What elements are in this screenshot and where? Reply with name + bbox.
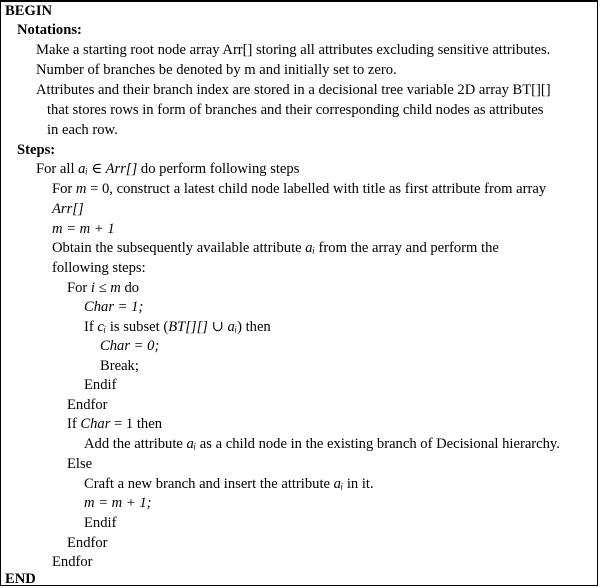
break-line: Break; bbox=[100, 358, 139, 374]
notation-line-2: Number of branches be denoted by m and initially set to zero. bbox=[36, 62, 397, 78]
arr-line: Arr[] bbox=[52, 201, 84, 217]
notation-line-3: Attributes and their branch index are stored in a decisional tree variable 2D array BT[][] bbox=[36, 82, 551, 98]
endfor-inner-line: Endfor bbox=[67, 397, 108, 413]
following-steps-line: following steps: bbox=[52, 260, 146, 276]
obtain-line: Obtain the subsequently available attribute aᵢ from the array and perform the bbox=[52, 240, 499, 256]
for-all-line: For all aᵢ ∈ Arr[] do perform following steps bbox=[36, 161, 300, 177]
else-line: Else bbox=[67, 456, 93, 472]
steps-heading: Steps: bbox=[17, 142, 56, 158]
for-i-line: For i ≤ m do bbox=[67, 280, 140, 296]
endif-outer-line: Endif bbox=[84, 515, 117, 531]
if-char-line: If Char = 1 then bbox=[67, 416, 162, 432]
notation-line-3-cont: that stores rows in form of branches and their corresponding child nodes as attributes bbox=[47, 102, 544, 118]
endfor-mid-line: Endfor bbox=[67, 535, 108, 551]
endif-inner-line: Endif bbox=[84, 377, 117, 393]
notation-line-3-end: in each row. bbox=[47, 122, 118, 138]
m-increment-line-2: m = m + 1; bbox=[84, 495, 152, 511]
top-rule bbox=[1, 1, 597, 2]
notation-line-1: Make a starting root node array Arr[] storing all attributes excluding sensitive attributes. bbox=[36, 42, 551, 58]
end-keyword: END bbox=[5, 571, 36, 586]
char-zero-line: Char = 0; bbox=[100, 338, 160, 354]
char-one-line: Char = 1; bbox=[84, 299, 144, 315]
for-m-line: For m = 0, construct a latest child node labelled with title as first attribute from array bbox=[52, 181, 547, 197]
begin-keyword: BEGIN bbox=[5, 3, 53, 19]
notations-heading: Notations: bbox=[17, 22, 82, 38]
endfor-outer-line: Endfor bbox=[52, 554, 93, 570]
craft-branch-line: Craft a new branch and insert the attribute aᵢ in it. bbox=[84, 476, 374, 492]
add-attribute-line: Add the attribute aᵢ as a child node in the existing branch of Decisional hierarchy. bbox=[84, 436, 560, 452]
if-ci-line: If cᵢ is subset (BT[][] ∪ aᵢ) then bbox=[84, 319, 271, 335]
m-increment-line: m = m + 1 bbox=[52, 221, 115, 237]
